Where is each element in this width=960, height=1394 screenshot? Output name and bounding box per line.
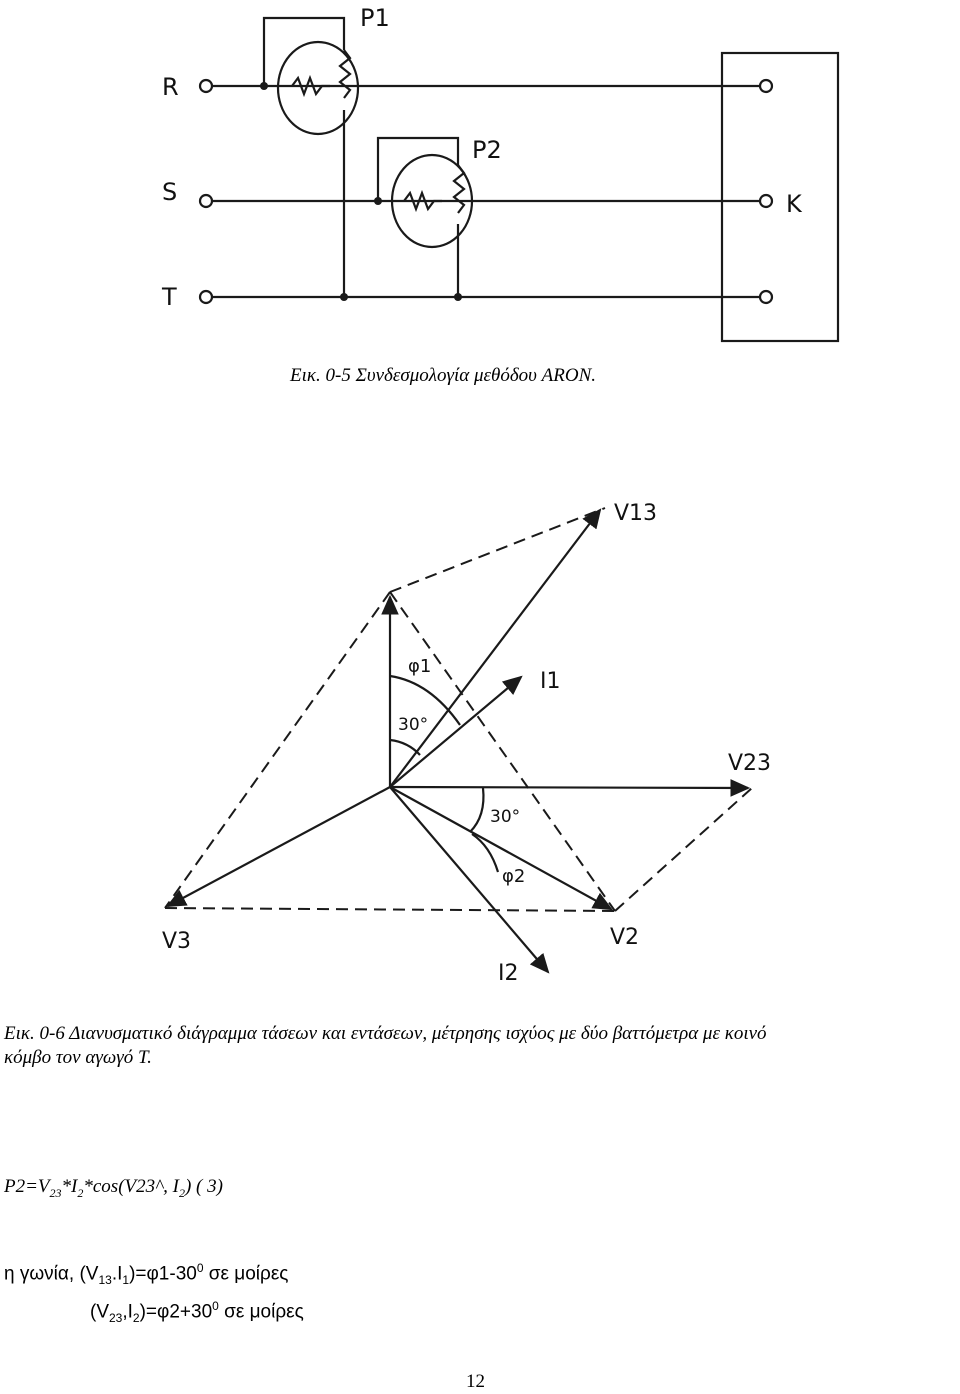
formula-text: *I <box>61 1176 78 1197</box>
formula-sub: 23 <box>49 1185 62 1200</box>
label-v3: V3 <box>162 929 192 954</box>
formula-p2-text: P2=V <box>4 1176 50 1197</box>
angle-text: (V <box>90 1301 109 1323</box>
dashed-construction-lines <box>165 508 752 911</box>
label-t: T <box>162 283 177 311</box>
angle-sup: 0 <box>196 1261 204 1275</box>
formula-sub: 2 <box>178 1185 185 1200</box>
angle-text: σε μοίρες <box>203 1263 289 1285</box>
formula-sub: 2 <box>77 1185 84 1200</box>
label-v2: V2 <box>610 925 640 950</box>
label-i1: I1 <box>540 669 561 694</box>
angle-sup: 0 <box>212 1299 219 1313</box>
label-v23: V23 <box>728 751 772 776</box>
angle-text: η γωνία, (V <box>4 1263 99 1285</box>
angle-sub: 1 <box>122 1273 130 1288</box>
formula-p2 <box>4 1175 223 1205</box>
label-p1: P1 <box>360 4 390 32</box>
label-r: R <box>162 73 179 101</box>
label-p2: P2 <box>472 136 502 164</box>
angle-text: σε μοίρες <box>218 1301 304 1323</box>
angle-formula-1 <box>4 1256 288 1292</box>
angle-formula-2 <box>90 1294 304 1330</box>
label-phi2: φ2 <box>502 866 526 887</box>
label-phi1: φ1 <box>408 656 432 677</box>
figure-0-5-caption: Εικ. 0-5 Συνδεσμολογία μεθόδου ARON. <box>290 365 596 386</box>
label-30-b: 30° <box>490 807 521 827</box>
formula-text: *cos(V23^, I <box>83 1176 179 1197</box>
figure-0-6-caption-line2: κόμβο τον αγωγό Τ. <box>4 1047 152 1068</box>
page-number: 12 <box>466 1371 485 1392</box>
angle-sub: 23 <box>109 1311 123 1326</box>
angle-sub: 13 <box>98 1273 112 1288</box>
angle-text: .I <box>111 1263 123 1285</box>
label-i2: I2 <box>498 961 519 986</box>
label-30-a: 30° <box>398 715 429 735</box>
label-k: K <box>786 190 802 218</box>
formula-text: ) ( 3) <box>184 1176 223 1197</box>
figure-0-6-caption-line1: Εικ. 0-6 Διανυσματικό διάγραμμα τάσεων και εντάσεων, μέτρησης ισχύος με δύο βαττόμετρα με κοινό <box>4 1023 767 1044</box>
label-s: S <box>162 178 178 206</box>
angle-sub: 2 <box>132 1311 140 1326</box>
angle-text: ,I <box>122 1301 133 1323</box>
phasor-vectors <box>168 510 748 972</box>
angle-text: )=φ2+30 <box>139 1301 213 1323</box>
label-v13: V13 <box>614 501 658 526</box>
angle-text: )=φ1-30 <box>129 1263 197 1285</box>
